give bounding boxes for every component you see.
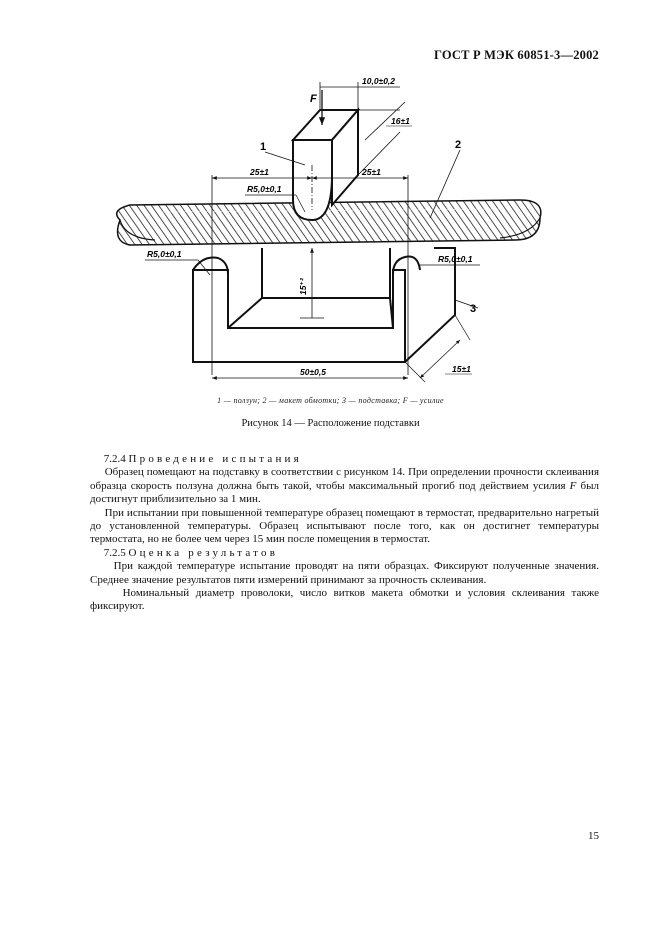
callout-1: 1: [260, 141, 267, 153]
stand: [193, 248, 455, 362]
page-number: 15: [588, 830, 599, 842]
dim-depth-top: 16±1: [391, 116, 410, 126]
paragraph-2: [90, 507, 599, 547]
section-7-2-4-heading: [90, 453, 599, 466]
paragraph-1-text-a: Образец помещают на подставку в соответствии с рисунком 14. При определении прочности склеивания образца скорость ползуна должна быть такой, чтобы максимальный прогиб под действием усилия: [90, 466, 600, 492]
body-text: [90, 453, 599, 614]
force-label: F: [310, 93, 317, 105]
paragraph-3-text: При каждой температуре испытание проводят на пяти образцах. Фиксируют полученные значения. Среднее значение результатов пяти измерений принимают за прочность склеивания.: [90, 560, 599, 586]
callout-2: 2: [455, 139, 462, 151]
document-header: ГОСТ Р МЭК 60851-3—2002: [434, 48, 599, 62]
dim-right-half: 25±1: [362, 167, 381, 177]
callout-3: 3: [470, 303, 477, 315]
figure-14: [100, 70, 560, 400]
dim-slider-width: 10,0±0,2: [362, 76, 396, 86]
section-number: 7.2.5: [103, 546, 126, 559]
paragraph-4: [90, 587, 599, 614]
dim-slider-radius: R5,0±0,1: [247, 184, 282, 194]
paragraph-1-text-b: был достигнут приблизительно за 1 мин.: [90, 479, 599, 506]
section-7-2-5-heading: [90, 547, 599, 560]
paragraph-2-text: При испытании при повышенной температуре образец помещают в термостат, предварительно нагретый до установленной температуры. Образец испытывают после того, как он достигнет температуры термостата, но не более чем через 15 мин после помещения в термостат.: [90, 506, 600, 546]
dim-right-radius: R5,0±0,1: [438, 254, 473, 264]
dim-height: 15⁺²: [298, 278, 308, 295]
paragraph-1: [90, 466, 599, 506]
figure-caption: Рисунок 14 — Расположение подставки: [241, 418, 420, 429]
dim-left-half: 25±1: [250, 167, 269, 177]
section-title: Оценка результатов: [128, 546, 279, 559]
dim-left-radius: R5,0±0,1: [147, 249, 182, 259]
dim-base-width: 50±0,5: [300, 367, 326, 377]
dim-depth-bottom: 15±1: [452, 364, 471, 374]
paragraph-3: [90, 560, 599, 587]
figure-legend: 1 — ползун; 2 — макет обмотки; 3 — подставка; F — усилие: [217, 396, 444, 405]
section-number: 7.2.4: [103, 453, 126, 465]
force-variable: F: [569, 479, 577, 492]
stand-diagram: [100, 70, 560, 400]
section-title: Проведение испытания: [128, 453, 302, 465]
paragraph-4-text: Номинальный диаметр проволоки, число витков макета обмотки и условия склеивания также фиксируют.: [90, 587, 600, 613]
